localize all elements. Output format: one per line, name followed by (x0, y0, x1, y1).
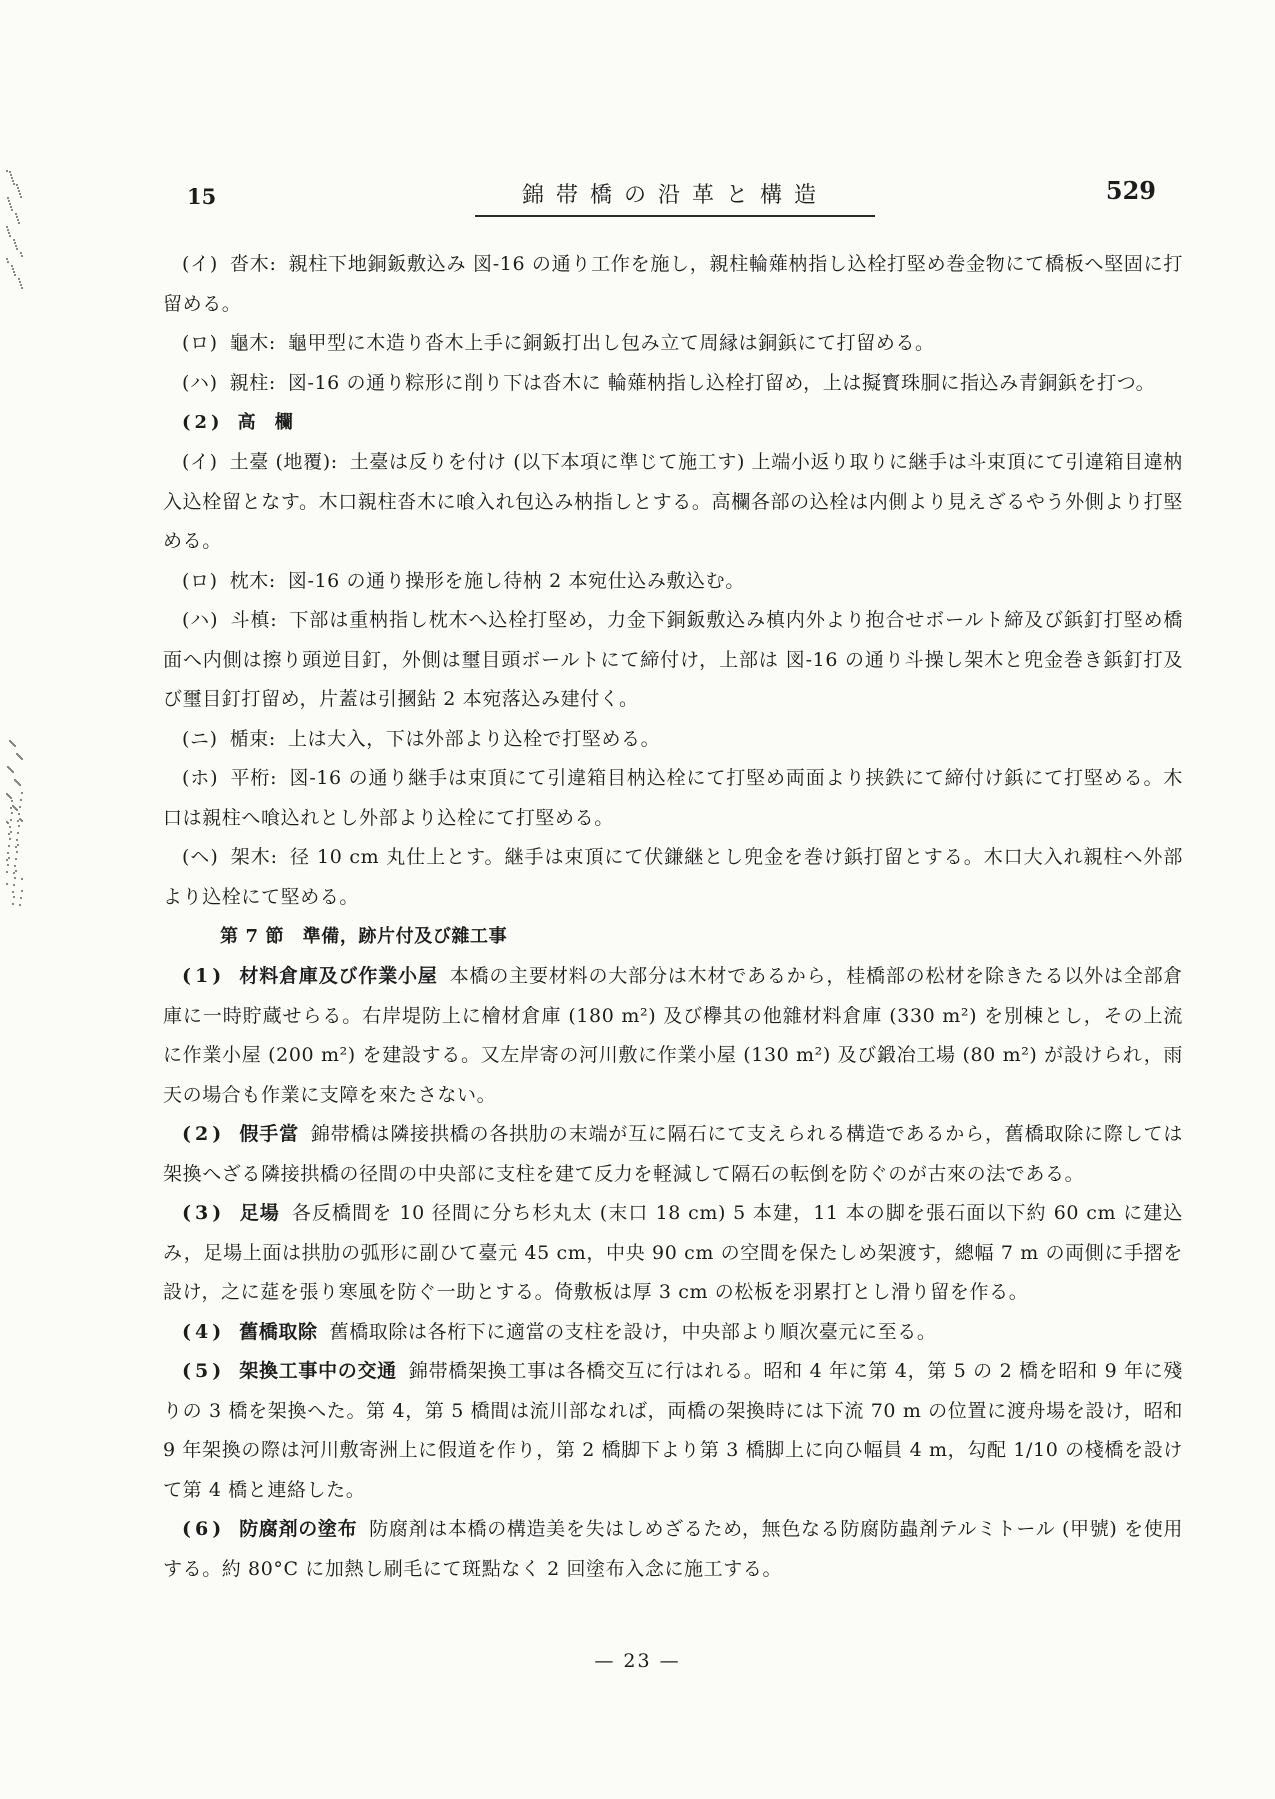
koran-item-hokogi: (ヘ) 架木: 径 10 cm 丸仕上とす。継手は束頂にて伏鎌継とし兜金を巻け鋲打留とする。木口大入れ親柱へ外部より込栓にて堅める。 (163, 846, 1183, 908)
scan-speckle-dot (7, 261, 9, 263)
scan-speckle-dot (17, 219, 19, 221)
chapter-number: 15 (187, 184, 217, 209)
scan-speckle-dot (19, 193, 21, 195)
scan-speckle-dot (19, 281, 21, 283)
scan-speckle-dot (16, 851, 18, 853)
scan-speckle-dot (9, 171, 11, 173)
scan-speckle-dot (19, 784, 21, 786)
scan-speckle-dot (14, 242, 16, 244)
scan-speckle-dot (12, 805, 14, 807)
scan-speckle-dot (6, 859, 8, 861)
chapter-item-preservative: (6) 防腐剤の塗布 防腐剤は本橋の構造美を失はしめざるため，無色なる防腐防蟲剤テルミトール (甲號) を使用する。約 80°C に加熱し刷毛にて斑點なく 2 回塗布入念に施工する。 (163, 1518, 1183, 1580)
scan-speckle-left-top (6, 170, 24, 290)
scan-speckle-dot (20, 252, 22, 254)
scan-speckle-dot (21, 878, 23, 880)
scan-speckle-dot (20, 284, 22, 286)
scan-speckle-dot (9, 203, 11, 205)
scan-speckle-dot (10, 819, 12, 821)
scan-speckle-dot (15, 213, 17, 215)
scan-speckle-dot (18, 222, 20, 224)
scan-speckle-dot (8, 232, 10, 234)
chapter-item-scaffold: (3) 足場 各反橋間を 10 径間に分ち杉丸太 (末口 18 cm) 5 本建，11 本の脚を張石面以下約 60 cm に建込み，足場上面は拱肋の弧形に副ひて臺元 45 cm，中央 90 cm の空間を保たしめ架渡す，總幅 7 m の両側に手摺を設け，之に莚を張り寒風を防ぐ一助とする。倚敷板は厚 3 cm の松板を羽累打とし滑り留を作る。 (163, 1202, 1183, 1303)
scan-speckle-dot (20, 799, 22, 801)
scan-speckle-dot (16, 839, 18, 841)
page-footer-marker: — 23 — (594, 1650, 681, 1672)
scan-speckle-dot (10, 174, 12, 176)
scan-speckle-dot (14, 877, 16, 879)
scan-speckle-dot (11, 177, 13, 179)
scan-speckle-left-low (6, 795, 24, 905)
page-header (175, 176, 1180, 216)
scan-speckle-dot (9, 838, 11, 840)
scan-speckle-dot (10, 206, 12, 208)
scan-speckle-dot (12, 268, 14, 270)
chapter-item-removal: (4) 舊橋取除 舊橋取除は各桁下に適當の支柱を設け，中央部より順次臺元に至る。 (182, 1320, 937, 1343)
scan-speckle-dot (6, 258, 8, 260)
scan-speckle-dot (6, 871, 8, 873)
scan-speckle-dot (21, 890, 23, 892)
chapter-heading: 第 7 節 準備，跡片付及び雜工事 (220, 926, 508, 947)
scan-speckle-dot (16, 248, 18, 250)
scan-speckle-dot (12, 903, 14, 905)
scan-speckle-dot (17, 832, 19, 834)
scan-speckle-dot (11, 812, 13, 814)
scan-speckle-dot (6, 226, 8, 228)
scan-speckle-dot (7, 197, 9, 199)
scan-speckle-dot (21, 287, 23, 289)
koran-item-dodai: (イ) 土臺 (地覆): 土臺は反りを付け (以下本項に準じて施工す) 上端小返り取りに継手は斗束頂にて引違箱目違枘入込栓留となす。木口親柱沓木に喰入れ包込み枘指しとする。高欄各部の込栓は内側より見えざるやう外側より打堅める。 (163, 451, 1183, 552)
scan-speckle-dot (18, 278, 20, 280)
scan-speckle-dot (7, 864, 9, 866)
scan-speckle-dot (21, 792, 23, 794)
scan-speckle-dot (10, 831, 12, 833)
scan-speckle-dot (18, 190, 20, 192)
scan-speckle-dot (16, 216, 18, 218)
scan-speckle-dot (19, 904, 21, 906)
scan-speckle-dot (11, 209, 13, 211)
koran-item-tomaki: (ハ) 斗槙: 下部は重枘指し枕木へ込栓打堅め，力金下銅鈑敷込み槙内外より抱合せボールト締及び鋲釘打堅め橋面へ内側は擦り頭逆目釘，外側は璽目頭ボールトにて締付け，上部は 図-16 の通り斗操し架木と兜金巻き鋲釘打及び璽目釘打留め，片蓋は引摑鉆 2 本宛落込み建付く。 (163, 609, 1183, 710)
scan-speckle-dot (15, 858, 17, 860)
scan-speckle-dot (13, 271, 15, 273)
scan-speckle-dot (12, 180, 14, 182)
scan-speckle-dot (13, 239, 15, 241)
scan-speckle-dot (21, 255, 23, 257)
paragraph-oyabashira: (ハ) 親柱: 図-16 の通り粽形に削り下は沓木に 輪薙枘指し込栓打留め，上は擬寳珠胴に指込み青銅鋲を打つ。 (182, 371, 1156, 394)
scan-speckle-dot (9, 235, 11, 237)
scan-speckle-dot (13, 896, 15, 898)
scan-speckle-dot (7, 229, 9, 231)
scan-speckle-dot (19, 818, 21, 820)
scan-speckle-dot (15, 870, 17, 872)
koran-item-hirageta: (ホ) 平桁: 図-16 の通り継手は束頂にて引違箱目枘込栓にて打堅め両面より挟鉄にて締付け鋲にて打堅める。木口は親柱へ喰込れとし外部より込栓にて打堅める。 (163, 767, 1183, 829)
scan-speckle-dot (13, 183, 15, 185)
scan-speckle-dot (20, 897, 22, 899)
koran-item-makuragi: (ロ) 枕木: 図-16 の通り操形を施し待枘 2 本宛仕込み敷込む。 (182, 569, 745, 592)
scan-speckle-dot (12, 891, 14, 893)
scan-speckle-dot (8, 845, 10, 847)
scan-speckle-dot (18, 813, 20, 815)
scan-speckle-dot (6, 170, 8, 172)
scan-speckle-dot (6, 883, 8, 885)
chapter-item-traffic: (5) 架換工事中の交通 錦帯橋架換工事は各橋交互に行はれる。昭和 4 年に第 4，第 5 の 2 橋を昭和 9 年に殘りの 3 橋を架換へた。第 4，第 5 橋間は流川部なれば，両橋の架換時には下流 70 m の位置に渡舟場を設け，昭和 9 年架換の際は河川敷寄洲上に假道を作り，第 2 橋脚下より第 3 橋脚上に向ひ幅員 4 m，勾配 1/10 の棧橋を設けて第 4 橋と連絡した。 (163, 1360, 1183, 1501)
scan-speckle-dot (17, 844, 19, 846)
scan-speckle-dot (19, 806, 21, 808)
scan-speckle-dot (15, 245, 17, 247)
scan-speckle-dot (11, 800, 13, 802)
scan-speckle-dot (17, 187, 19, 189)
scan-speckle-dot (11, 265, 13, 267)
scan-speckle-dot (9, 826, 11, 828)
section-heading-koran: (2) 高 欄 (182, 412, 294, 433)
scan-speckle-dot (17, 820, 19, 822)
scan-speckle-dot (8, 857, 10, 859)
chapter-item-temporary: (2) 假手當 錦帯橋は隣接拱橋の各拱肋の末端が互に隔石にて支えられる構造であるから，舊橋取除に際しては架換へざる隣接拱橋の径間の中央部に支柱を建て反力を軽減して隔石の転倒を防ぐのが古來の法である。 (163, 1123, 1183, 1185)
scan-speckle-dot (12, 771, 14, 773)
scan-speckle-dot (13, 872, 15, 874)
scan-speckle-dot (16, 184, 18, 186)
chapter-item-warehouse: (1) 材料倉庫及び作業小屋 本橋の主要材料の大部分は木材であるから，桂橋部の松材を除きたる以外は全部倉庫に一時貯蔵せらる。右岸堤防上に檜材倉庫 (180 m²) 及び欅其の他雜材料倉庫 (330 m²) を別棟とし，その上流に作業小屋 (200 m²) を建設する。又左岸寄の河川敷に作業小屋 (130 m²) 及び鍛冶工場 (80 m²) が設けられ，雨天の場合も作業に支障を來たさない。 (163, 965, 1183, 1106)
scan-speckle-dot (10, 807, 12, 809)
running-title: 錦帯橋の沿革と構造 (475, 178, 875, 217)
page-body (163, 245, 1183, 1589)
scan-speckle-dot (14, 745, 16, 747)
scan-speckle-dot (14, 274, 16, 276)
scan-speckle-dot (18, 825, 20, 827)
paragraph-kameki: (ロ) 龜木: 龜甲型に木造り沓木上手に銅鈑打出し包み立て周縁は銅鋲にて打留める。 (182, 332, 935, 354)
scan-speckle-dot (14, 865, 16, 867)
scan-speckle-dot (8, 833, 10, 835)
scan-speckle-dot (13, 884, 15, 886)
scan-speckle-dot (7, 852, 9, 854)
koran-item-tatetsuka: (ニ) 楯束: 上は大入，下は外部より込栓で打堅める。 (182, 727, 661, 750)
paragraph-kutsugi: (イ) 沓木: 親柱下地銅鈑敷込み 図-16 の通り工作を施し，親柱輪薙枘指し込栓打堅め巻金物にて橋板へ堅固に打留める。 (163, 253, 1183, 315)
page-number: 529 (1105, 176, 1156, 205)
scan-speckle-dot (15, 846, 17, 848)
scan-speckle-dot (20, 196, 22, 198)
scan-speckle-dot (8, 200, 10, 202)
scan-speckle-dot (21, 758, 23, 760)
